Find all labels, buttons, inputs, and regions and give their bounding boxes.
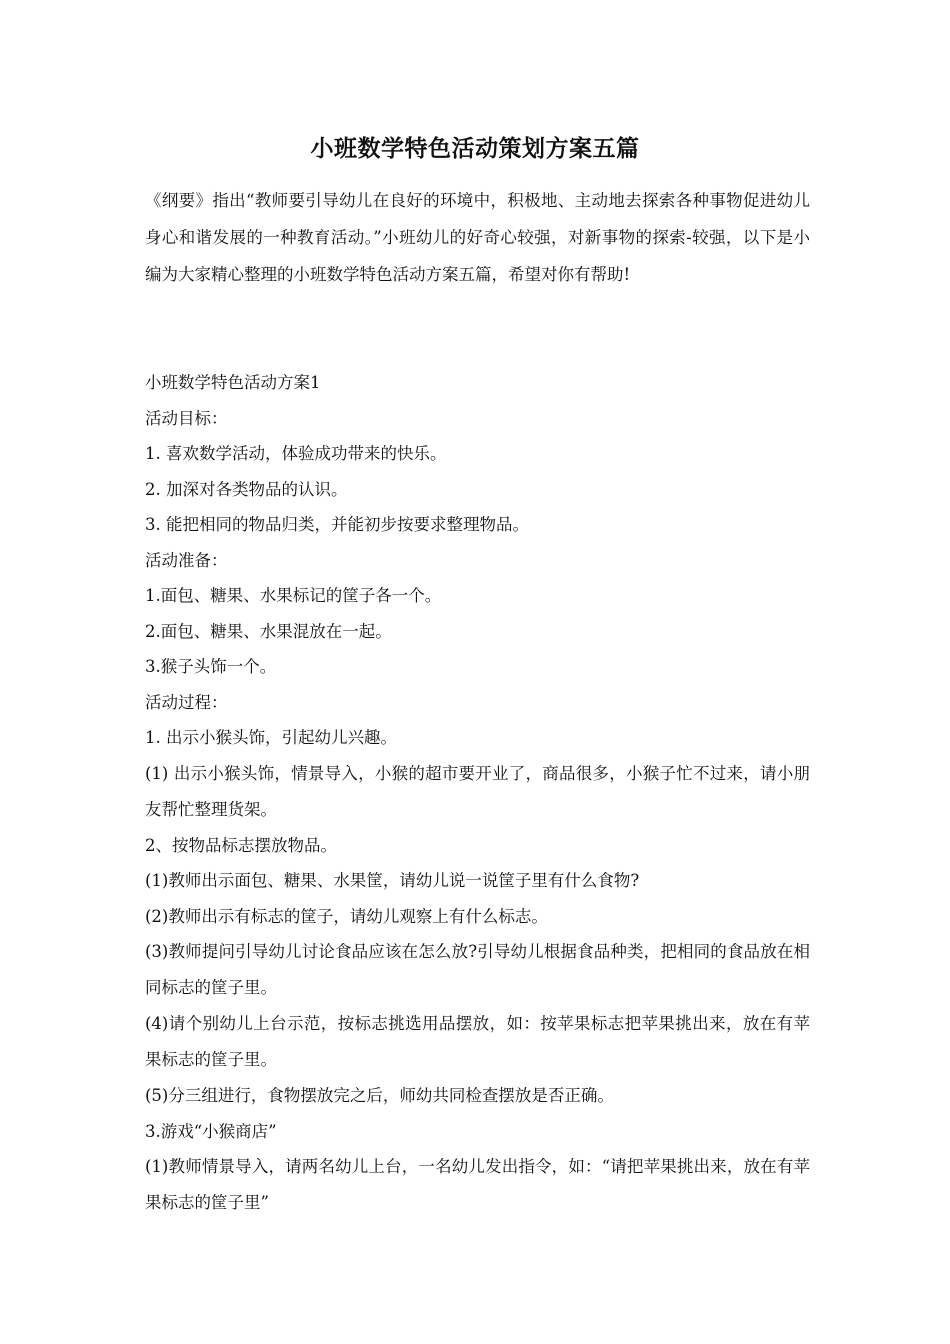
goal-item: 2. 加深对各类物品的认识。 [145, 479, 348, 499]
section-heading: 小班数学特色活动方案1 [145, 373, 321, 392]
process-paragraph: (3)教师提问引导幼儿讨论食品应该在怎么放?引导幼儿根据食品种类，把相同的食品放在相同标志的筐子里。 [145, 942, 810, 997]
subheading-process: 活动过程： [145, 692, 228, 712]
preparation-item: 2.面包、糖果、水果混放在一起。 [145, 621, 392, 641]
goal-item: 3. 能把相同的物品归类，并能初步按要求整理物品。 [145, 515, 529, 534]
process-paragraph: (1)教师情景导入，请两名幼儿上台，一名幼儿发出指令，如：“请把苹果挑出来，放在有苹果标志的筐子里” [145, 1157, 810, 1212]
process-paragraph: (1) 出示小猴头饰，情景导入，小猴的超市要开业了，商品很多，小猴子忙不过来，请小朋友帮忙整理货架。 [145, 763, 810, 819]
document-title: 小班数学特色活动策划方案五篇 [310, 135, 640, 162]
preparation-item: 1.面包、糖果、水果标记的筐子各一个。 [145, 586, 442, 605]
process-step: 3.游戏“小猴商店” [145, 1121, 277, 1141]
process-step: 2、按物品标志摆放物品。 [145, 835, 337, 855]
process-paragraph: (1)教师出示面包、糖果、水果筐，请幼儿说一说筐子里有什么食物? [145, 871, 640, 890]
process-step: 1. 出示小猴头饰，引起幼儿兴趣。 [145, 728, 397, 747]
goal-item: 1. 喜欢数学活动，体验成功带来的快乐。 [145, 444, 447, 463]
preparation-item: 3.猴子头饰一个。 [145, 657, 277, 676]
process-paragraph: (4)请个别幼儿上台示范，按标志挑选用品摆放，如：按苹果标志把苹果挑出来，放在有苹果标志的筐子里。 [145, 1014, 810, 1069]
subheading-preparation: 活动准备： [145, 550, 228, 570]
subheading-goals: 活动目标： [145, 408, 228, 428]
process-paragraph: (5)分三组进行，食物摆放完之后，师幼共同检查摆放是否正确。 [145, 1086, 614, 1105]
process-paragraph: (2)教师出示有标志的筐子，请幼儿观察上有什么标志。 [145, 906, 548, 926]
intro-paragraph: 《纲要》指出“教师要引导幼儿在良好的环境中，积极地、主动地去探索各种事物促进幼儿身心和谐发展的一种教育活动。”小班幼儿的好奇心较强，对新事物的探索-较强，以下是小编为大家精心整理的小班数学特色活动方案五篇，希望对你有帮助! [145, 191, 810, 284]
document-body [145, 365, 810, 1221]
